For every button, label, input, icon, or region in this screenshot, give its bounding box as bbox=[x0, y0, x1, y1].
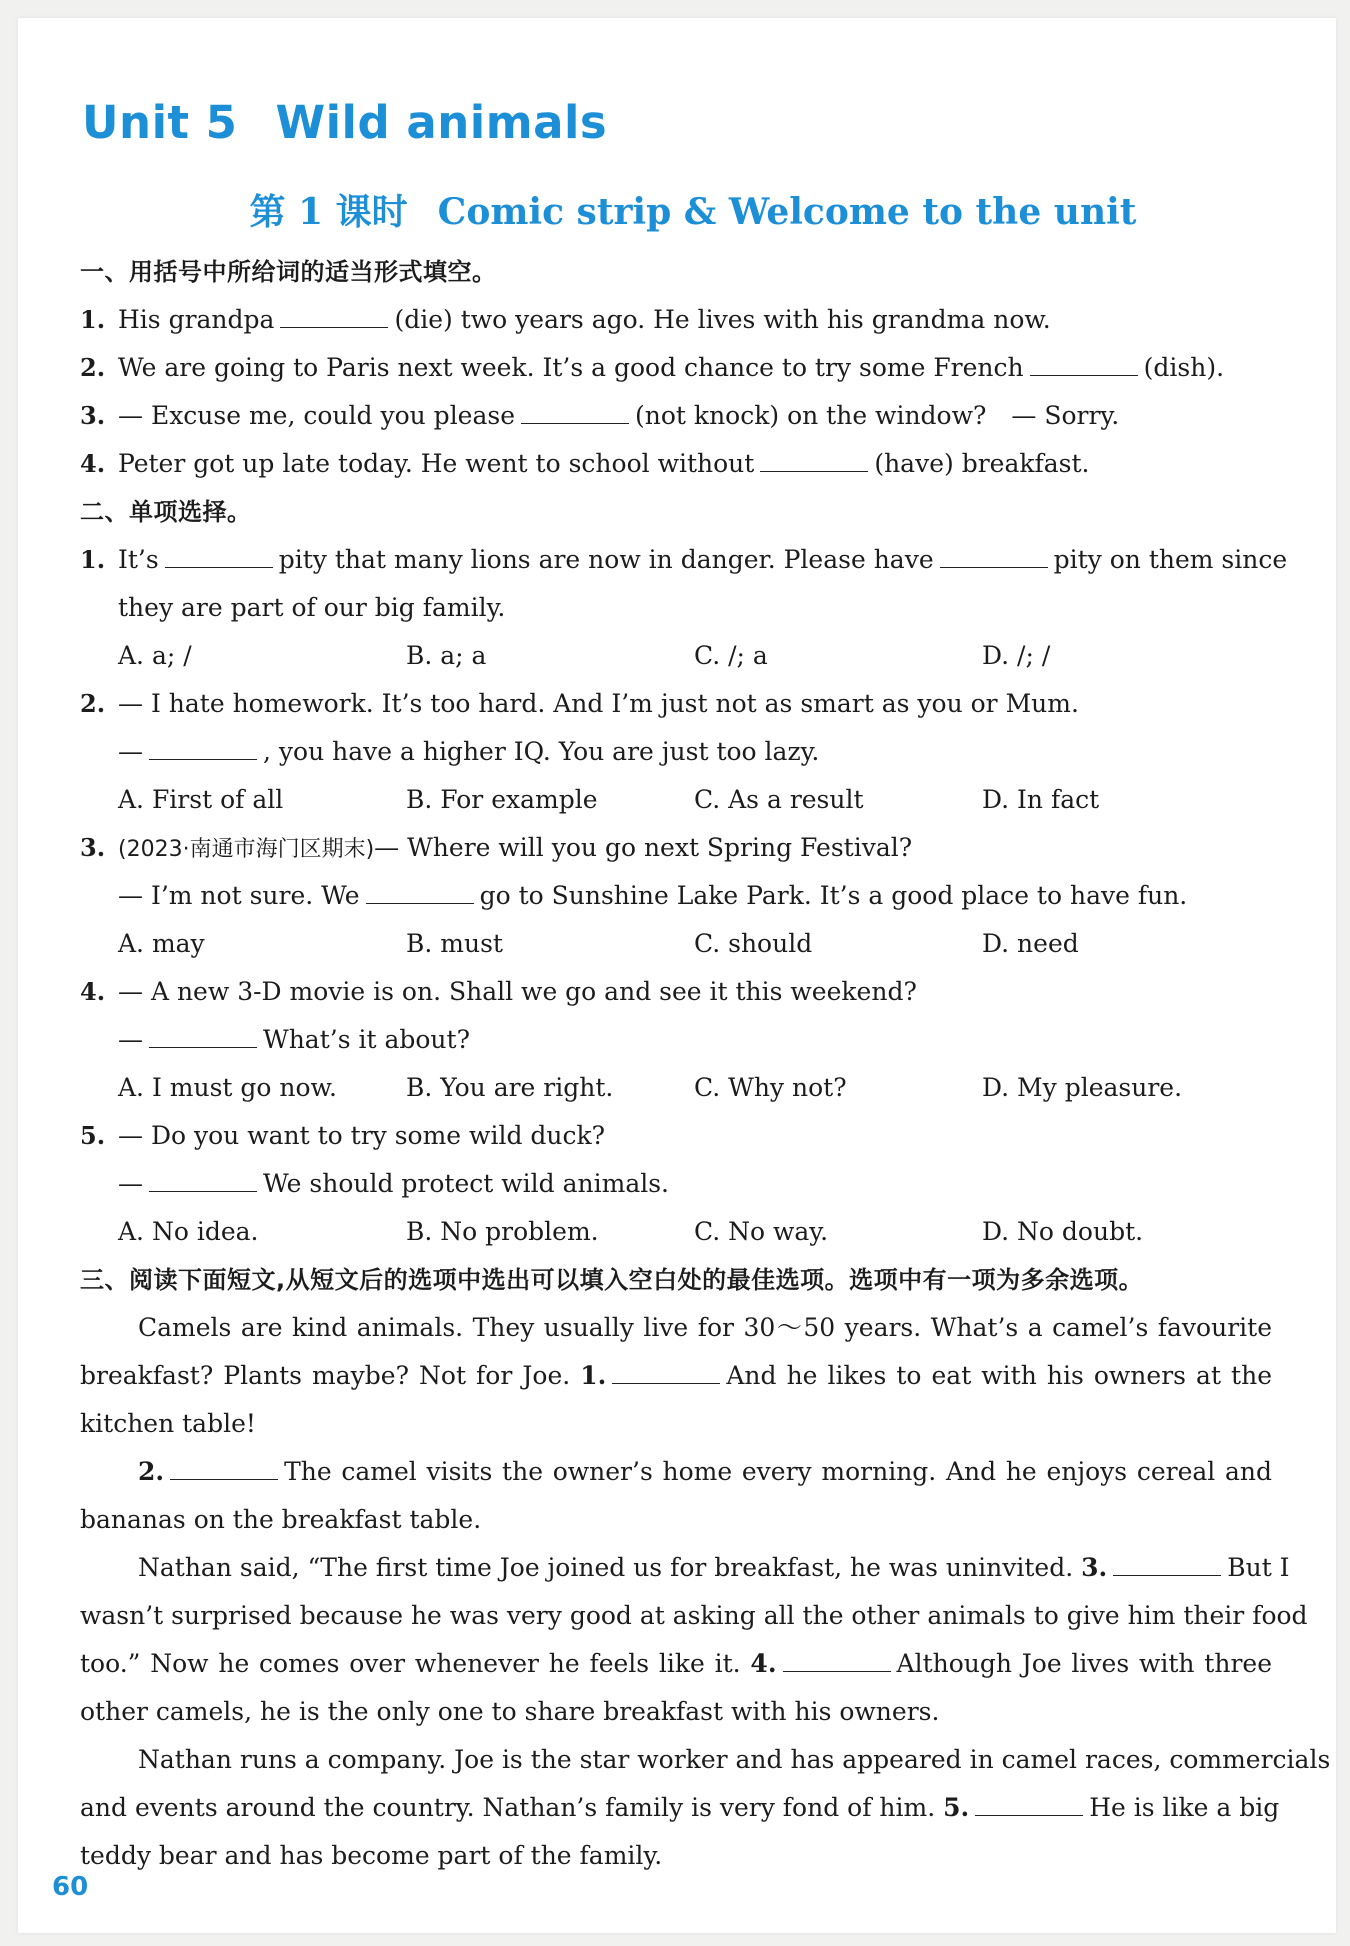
option-c[interactable]: C. should bbox=[694, 929, 813, 958]
s2-q1-stem-cont: they are part of our big family. bbox=[118, 593, 506, 622]
answer-blank[interactable] bbox=[170, 1451, 278, 1480]
option-a[interactable]: A. I must go now. bbox=[118, 1073, 337, 1102]
passage-line: teddy bear and has become part of the family. bbox=[80, 1841, 663, 1870]
question-source: (2023·南通市海门区期末) bbox=[118, 837, 375, 862]
s2-q2-options bbox=[80, 776, 1272, 824]
question-number: 2. bbox=[80, 353, 106, 382]
lesson-number: 第 1 课时 bbox=[249, 191, 408, 233]
s2-q5-options bbox=[80, 1208, 1272, 1256]
option-b[interactable]: B. You are right. bbox=[406, 1073, 614, 1102]
question-number: 3. bbox=[80, 401, 106, 430]
worksheet-content bbox=[80, 248, 1331, 1880]
question-number: 1. bbox=[80, 305, 106, 334]
section3-title: 三、阅读下面短文,从短文后的选项中选出可以填入空白处的最佳选项。选项中有一项为多余选项。 bbox=[80, 1266, 1144, 1294]
blank-number: 1. bbox=[580, 1361, 607, 1390]
s2-q3-options bbox=[80, 920, 1272, 968]
blank-number: 2. bbox=[138, 1457, 165, 1486]
question-number: 5. bbox=[80, 1121, 106, 1150]
answer-blank[interactable] bbox=[1113, 1547, 1221, 1576]
unit-number: Unit 5 bbox=[82, 96, 238, 149]
s2-q4-stem: 4. — A new 3-D movie is on. Shall we go and see it this weekend? bbox=[80, 968, 1272, 1016]
s1-question-2: 2. We are going to Paris next week. It’s a good chance to try some French (dish). bbox=[80, 344, 1272, 392]
s1-question-4: 4. Peter got up late today. He went to school without (have) breakfast. bbox=[80, 440, 1272, 488]
question-number: 4. bbox=[80, 449, 106, 478]
answer-blank[interactable] bbox=[975, 1787, 1083, 1816]
blank-number: 5. bbox=[943, 1793, 970, 1822]
answer-blank[interactable] bbox=[280, 299, 388, 328]
option-d[interactable]: D. /; / bbox=[982, 641, 1051, 670]
worksheet-page bbox=[18, 18, 1336, 1933]
blank-number: 3. bbox=[1081, 1553, 1108, 1582]
question-number: 3. bbox=[80, 833, 106, 862]
option-b[interactable]: B. must bbox=[406, 929, 503, 958]
s2-q1-stem: 1. It’s pity that many lions are now in danger. Please have pity on them since bbox=[80, 536, 1272, 584]
question-number: 4. bbox=[80, 977, 106, 1006]
answer-blank[interactable] bbox=[783, 1643, 891, 1672]
option-d[interactable]: D. No doubt. bbox=[982, 1217, 1144, 1246]
option-b[interactable]: B. a; a bbox=[406, 641, 487, 670]
unit-title bbox=[82, 96, 607, 149]
answer-blank[interactable] bbox=[149, 1163, 257, 1192]
option-c[interactable]: C. Why not? bbox=[694, 1073, 847, 1102]
s1-question-1: 1. His grandpa (die) two years ago. He lives with his grandma now. bbox=[80, 296, 1272, 344]
answer-blank[interactable] bbox=[149, 731, 257, 760]
option-a[interactable]: A. may bbox=[118, 929, 205, 958]
passage-line: and events around the country. Nathan’s family is very fond of him. 5. He is like a big bbox=[80, 1784, 1272, 1832]
unit-name: Wild animals bbox=[275, 96, 608, 149]
passage-line: bananas on the breakfast table. bbox=[80, 1505, 482, 1534]
passage-line: wasn’t surprised because he was very good at asking all the other animals to give him their food bbox=[80, 1601, 1308, 1630]
passage-line: Camels are kind animals. They usually live for 30～50 years. What’s a camel’s favourite bbox=[138, 1313, 1272, 1342]
option-d[interactable]: D. need bbox=[982, 929, 1079, 958]
passage-line: other camels, he is the only one to share breakfast with his owners. bbox=[80, 1697, 940, 1726]
passage-line: too.” Now he comes over whenever he feels like it. 4. Although Joe lives with three bbox=[80, 1640, 1272, 1688]
lesson-name: Comic strip & Welcome to the unit bbox=[437, 191, 1137, 233]
s2-q2-stem: 2. — I hate homework. It’s too hard. And I’m just not as smart as you or Mum. bbox=[80, 680, 1272, 728]
option-c[interactable]: C. No way. bbox=[694, 1217, 829, 1246]
passage-line: Nathan said, “The first time Joe joined us for breakfast, he was uninvited. 3. But I bbox=[80, 1544, 1272, 1592]
answer-blank[interactable] bbox=[760, 443, 868, 472]
option-c[interactable]: C. As a result bbox=[694, 785, 864, 814]
lesson-title bbox=[18, 184, 1350, 235]
answer-blank[interactable] bbox=[521, 395, 629, 424]
s2-q3-reply: — I’m not sure. We go to Sunshine Lake Park. It’s a good place to have fun. bbox=[80, 872, 1272, 920]
s2-q5-reply: — We should protect wild animals. bbox=[80, 1160, 1272, 1208]
passage-line: 2. The camel visits the owner’s home every morning. And he enjoys cereal and bbox=[80, 1448, 1272, 1496]
section1-title: 一、用括号中所给词的适当形式填空。 bbox=[80, 258, 497, 286]
s2-q4-reply: — What’s it about? bbox=[80, 1016, 1272, 1064]
question-number: 2. bbox=[80, 689, 106, 718]
answer-blank[interactable] bbox=[1030, 347, 1138, 376]
option-c[interactable]: C. /; a bbox=[694, 641, 768, 670]
answer-blank[interactable] bbox=[612, 1355, 720, 1384]
s2-q1-options bbox=[80, 632, 1272, 680]
s2-q2-reply: — , you have a higher IQ. You are just too lazy. bbox=[80, 728, 1272, 776]
section2-title: 二、单项选择。 bbox=[80, 498, 252, 526]
passage-line: breakfast? Plants maybe? Not for Joe. 1. And he likes to eat with his owners at the bbox=[80, 1352, 1272, 1400]
option-b[interactable]: B. For example bbox=[406, 785, 598, 814]
option-d[interactable]: D. My pleasure. bbox=[982, 1073, 1183, 1102]
option-b[interactable]: B. No problem. bbox=[406, 1217, 599, 1246]
answer-blank[interactable] bbox=[940, 539, 1048, 568]
option-a[interactable]: A. No idea. bbox=[118, 1217, 259, 1246]
s2-q4-options bbox=[80, 1064, 1272, 1112]
s2-q5-stem: 5. — Do you want to try some wild duck? bbox=[80, 1112, 1272, 1160]
answer-blank[interactable] bbox=[366, 875, 474, 904]
s2-q3-stem: 3. (2023·南通市海门区期末)— Where will you go next Spring Festival? bbox=[80, 824, 1272, 872]
option-a[interactable]: A. a; / bbox=[118, 641, 192, 670]
s1-question-3: 3. — Excuse me, could you please (not knock) on the window? — Sorry. bbox=[80, 392, 1272, 440]
answer-blank[interactable] bbox=[149, 1019, 257, 1048]
blank-number: 4. bbox=[750, 1649, 777, 1678]
page-number: 60 bbox=[52, 1872, 89, 1902]
question-number: 1. bbox=[80, 545, 106, 574]
passage-line: Nathan runs a company. Joe is the star worker and has appeared in camel races, commercials bbox=[138, 1745, 1331, 1774]
option-a[interactable]: A. First of all bbox=[118, 785, 284, 814]
option-d[interactable]: D. In fact bbox=[982, 785, 1100, 814]
answer-blank[interactable] bbox=[165, 539, 273, 568]
passage-line: kitchen table! bbox=[80, 1409, 256, 1438]
